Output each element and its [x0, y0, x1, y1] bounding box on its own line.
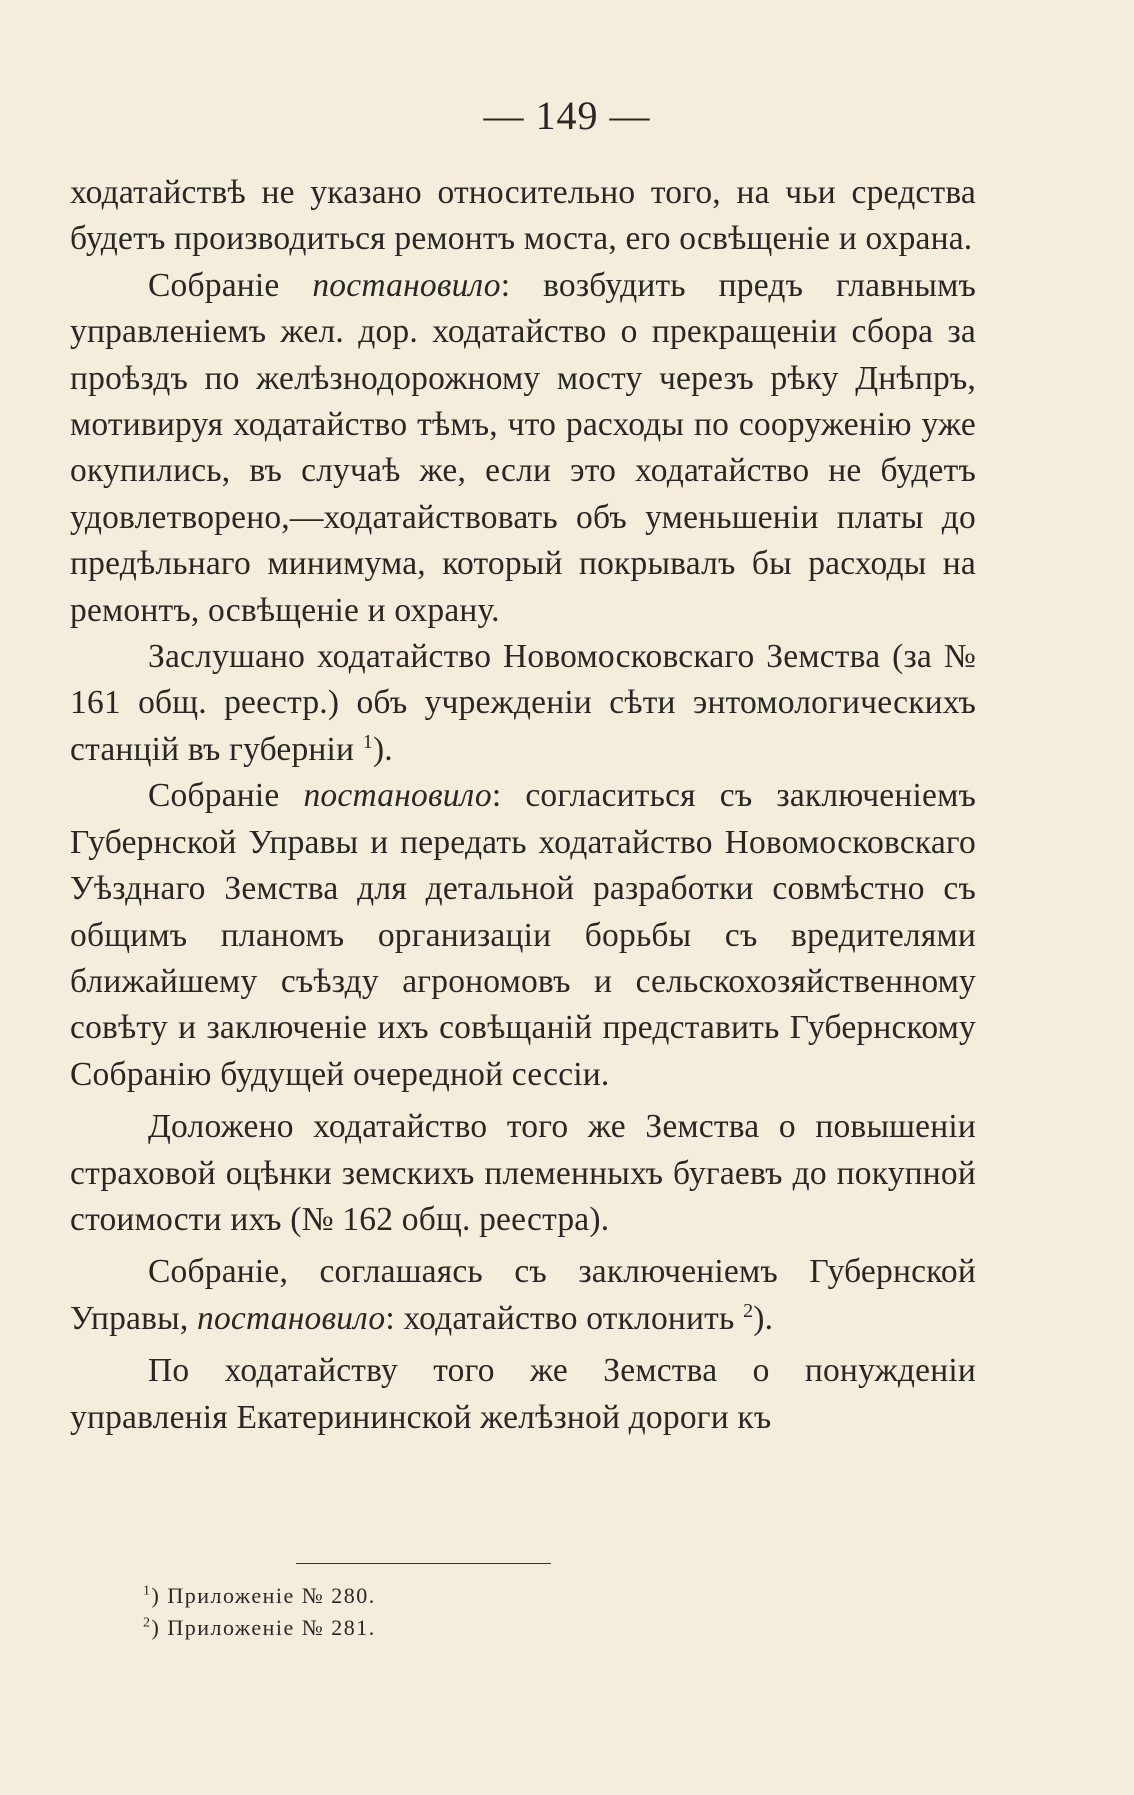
emphasis-resolved: постановило [197, 1299, 386, 1337]
footnote-1 [143, 1580, 376, 1612]
footnote-2 [143, 1612, 376, 1644]
footnote-marker: 1 [143, 1583, 152, 1599]
footnote-ref-1: 1 [362, 730, 373, 753]
emphasis-resolved: постановило [312, 266, 501, 304]
footnote-ref-2: 2 [743, 1299, 754, 1322]
paragraph-text: : согласиться съ заключеніемъ Губернской Управы и передать ходатайство Новомосковскаго Уѣзднаго Земства для детальной разработки совмѣстно съ общимъ планомъ организаціи борьбы съ вредителями ближайшему съѣзду агрономовъ и сельскохозяйственному совѣту и заключеніе ихъ совѣщаній представить Губернскому Собранію будущей очередной сессіи. [70, 777, 976, 1093]
footnote-marker: 2 [143, 1615, 152, 1631]
paragraph-petition-entomology [70, 634, 976, 773]
paragraph-text: Собраніе [148, 266, 313, 304]
emphasis-resolved: постановило [303, 777, 492, 815]
paragraph-text: ). [753, 1299, 774, 1337]
paragraph-petition-insurance: Доложено ходатайство того же Земства о повышеніи страховой оцѣнки земскихъ племенныхъ бугаевъ до покупной стоимости ихъ (№ 162 общ. реестра). [70, 1108, 976, 1238]
footnote-divider [296, 1563, 551, 1564]
paragraph-text: : возбудить предъ главнымъ управленіемъ жел. дор. ходатайство о прекращеніи сбора за проѣздъ по желѣзнодорожному мосту черезъ рѣку Днѣпръ, мотивируя ходатайство тѣмъ, что расходы по сооруженію уже окупились, въ случаѣ же, если это ходатайство не будетъ удовлетворено,—ходатайствовать объ уменьшеніи платы до предѣльнаго минимума, который покрывалъ бы расходы на ремонтъ, освѣщеніе и охрану. [70, 266, 976, 629]
paragraph-text: ). [372, 730, 393, 768]
footnotes [143, 1580, 376, 1644]
paragraph-text: Собраніе [148, 777, 304, 815]
paragraph-resolution-bridge [70, 263, 976, 634]
paragraph-text: Собраніе, соглашаясь съ заключеніемъ Губернской Управы, [70, 1253, 976, 1337]
paragraph-text: : ходатайство отклонить [385, 1299, 744, 1337]
paragraph-continuation: ходатайствѣ не указано относительно того, на чьи средства будетъ производиться ремонтъ моста, его освѣщеніе и охрана. [70, 174, 976, 258]
footnote-text: ) Приложеніе № 281. [151, 1615, 376, 1640]
paragraph-petition-railway: По ходатайству того же Земства о понужденіи управленія Екатерининской желѣзной дороги къ [70, 1352, 976, 1436]
page-number: — 149 — [483, 93, 651, 138]
paragraph-resolution-insurance [70, 1249, 976, 1342]
paragraph-text: Заслушано ходатайство Новомосковскаго Земства (за № 161 общ. реестр.) объ учрежденіи сѣти энтомологическихъ станцій въ губерніи [70, 638, 976, 768]
footnote-text: ) Приложеніе № 280. [151, 1583, 376, 1608]
body-text [70, 170, 976, 1441]
paragraph-resolution-entomology [70, 773, 976, 1098]
